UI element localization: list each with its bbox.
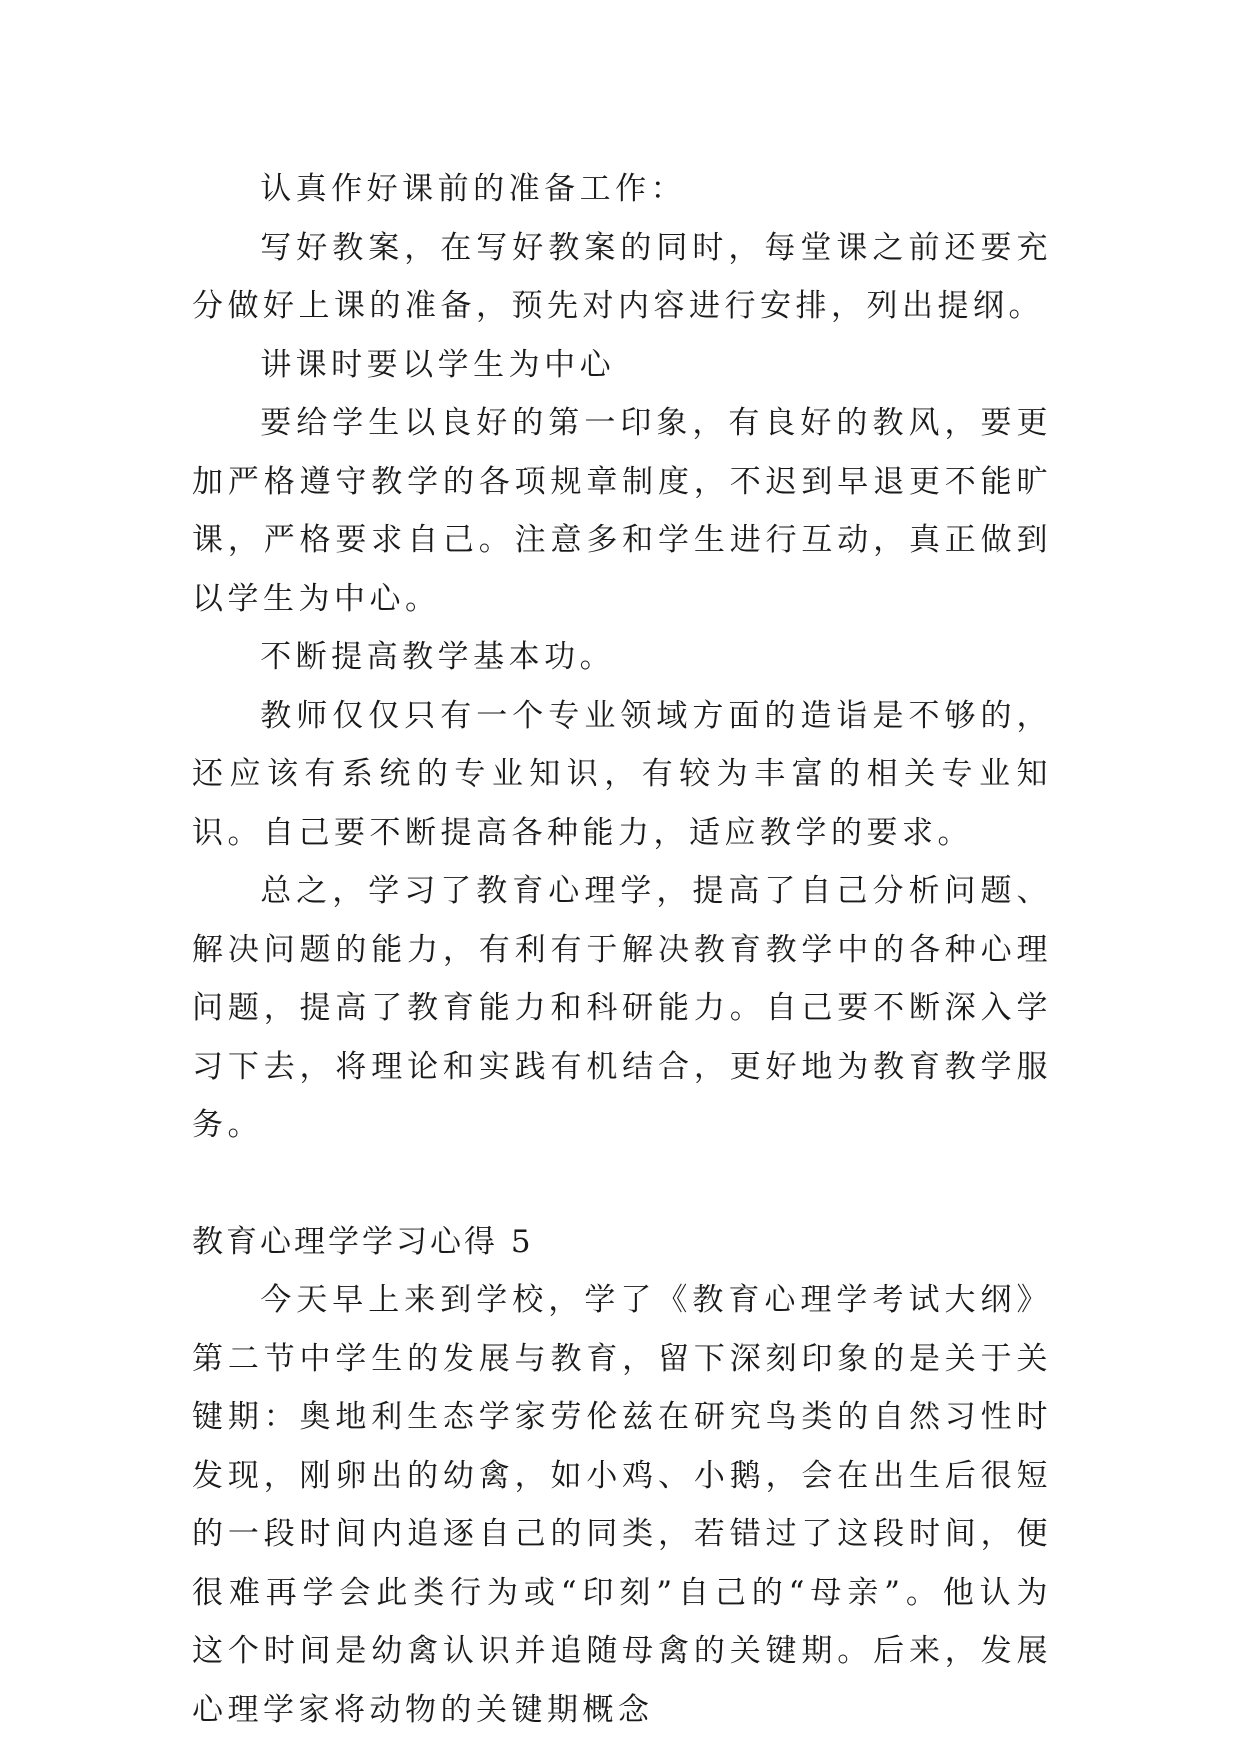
section-spacer <box>192 1155 1052 1213</box>
section-title: 教育心理学学习心得 5 <box>192 1223 534 1260</box>
paragraph-teacher-knowledge: 教师仅仅只有一个专业领域方面的造诣是不够的，还应该有系统的专业知识，有较为丰富的相关专业知识。自己要不断提高各种能力，适应教学的要求。 <box>192 697 1052 851</box>
paragraph-conclusion: 总之，学习了教育心理学，提高了自己分析问题、解决问题的能力，有利有于解决教育教学中的各种心理问题，提高了教育能力和科研能力。自己要不断深入学习下去，将理论和实践有机结合，更好地为教育教学服务。 <box>192 873 1052 1143</box>
paragraph-critical-period: 今天早上来到学校，学了《教育心理学考试大纲》第二节中学生的发展与教育，留下深刻印象的是关于关键期：奥地利生态学家劳伦兹在研究鸟类的自然习性时发现，刚卵出的幼禽，如小鸡、小鹅，会在出生后很短的一段时间内追逐自己的同类，若错过了这段时间，便很难再学会此类行为或“印刻”自己的“母亲”。他认为这个时间是幼禽认识并追随母禽的关键期。后来，发展心理学家将动物的关键期概念 <box>192 1282 1052 1728</box>
paragraph-student-center-heading: 讲课时要以学生为中心 <box>260 346 616 383</box>
paragraph-lesson-plan: 写好教案，在写好教案的同时，每堂课之前还要充分做好上课的准备，预先对内容进行安排，列出提纲。 <box>192 229 1052 324</box>
document-page <box>192 160 1052 1739</box>
paragraph-basic-skills-heading: 不断提高教学基本功。 <box>260 639 616 675</box>
paragraph-prep-heading: 认真作好课前的准备工作： <box>260 171 687 207</box>
paragraph-first-impression: 要给学生以良好的第一印象，有良好的教风，要更加严格遵守教学的各项规章制度，不迟到早退更不能旷课，严格要求自己。注意多和学生进行互动，真正做到以学生为中心。 <box>192 405 1052 617</box>
